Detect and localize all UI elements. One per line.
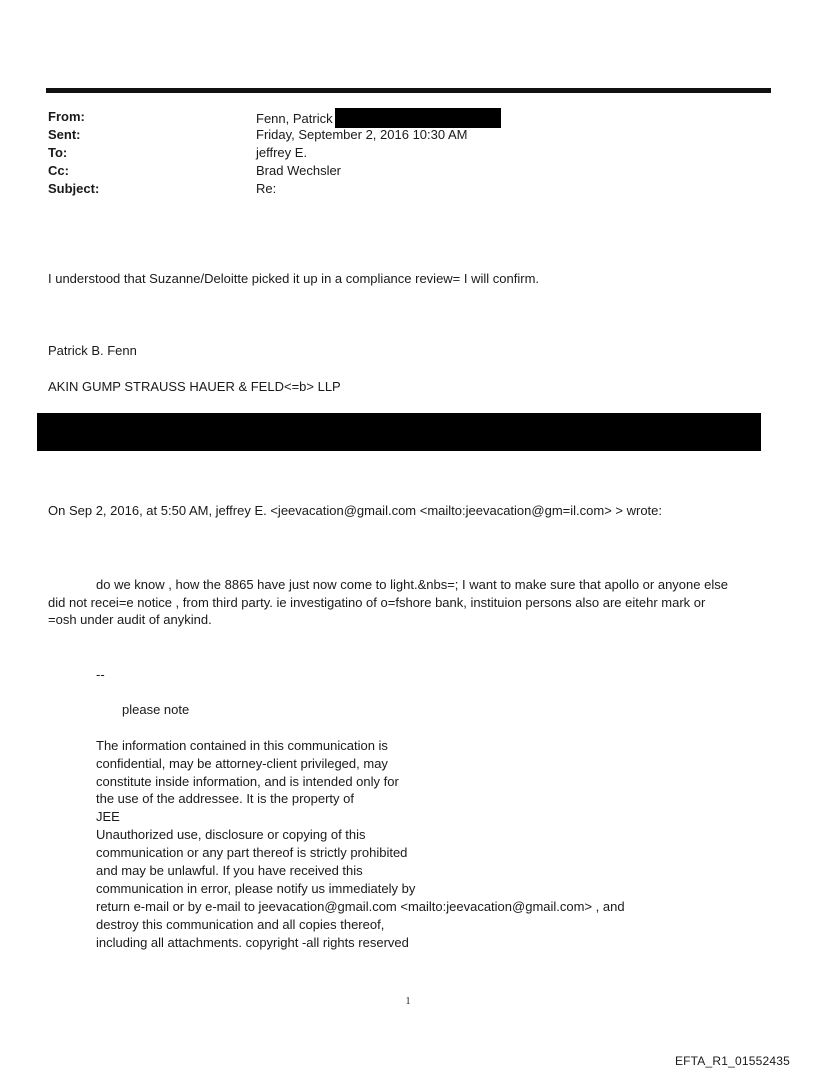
quoted-line: did not recei=e notice , from third party. ie investigatino of o=fshore bank, instituion persons also are eitehr mark or [48,595,706,610]
sent-row [48,126,748,144]
please-note: please note [122,702,190,717]
subject-label: Subject: [48,181,100,196]
from-name: Fenn, Patrick [256,111,333,126]
disclaimer-line: communication or any part thereof is strictly prohibited [96,845,408,860]
disclaimer-line: JEE [96,809,120,824]
disclaimer-line: The information contained in this communication is [96,738,388,753]
page-number: 1 [405,996,411,1007]
disclaimer-line: Unauthorized use, disclosure or copying of this [96,827,366,842]
from-row [48,108,748,126]
subject-row [48,180,748,198]
to-row [48,144,748,162]
to-value: jeffrey E. [256,145,308,160]
disclaimer-line: including all attachments. copyright -all rights reserved [96,935,409,950]
disclaimer-line: and may be unlawful. If you have received this [96,863,363,878]
cc-row [48,162,748,180]
disclaimer-line: return e-mail or by e-mail to jeevacation@gmail.com <mailto:jeevacation@gmail.com> , and [96,899,625,914]
signature-firm: AKIN GUMP STRAUSS HAUER & FELD<=b> LLP [48,379,341,394]
reply-text: I understood that Suzanne/Deloitte picked it up in a compliance review= I will confirm. [48,271,540,286]
subject-value: Re: [256,181,277,196]
disclaimer-line: communication in error, please notify us immediately by [96,881,416,896]
from-value [256,108,501,128]
signature-name: Patrick B. Fenn [48,343,137,358]
redacted-email-block [335,108,501,128]
disclaimer-line: destroy this communication and all copies thereof, [96,917,385,932]
cc-label: Cc: [48,163,69,178]
redacted-signature-block [37,413,761,451]
to-label: To: [48,145,68,160]
sent-label: Sent: [48,127,81,142]
sent-value: Friday, September 2, 2016 10:30 AM [256,127,468,142]
quoted-line: =osh under audit of anykind. [48,612,212,627]
quoted-line: do we know , how the 8865 have just now come to light.&nbs=; I want to make sure that apollo or anyone else [96,577,728,592]
disclaimer-line: confidential, may be attorney-client privileged, may [96,756,388,771]
from-label: From: [48,109,85,124]
quote-header: On Sep 2, 2016, at 5:50 AM, jeffrey E. <jeevacation@gmail.com <mailto:jeevacation@gm=il.com> > wrote: [48,503,662,518]
cc-value: Brad Wechsler [256,163,342,178]
header-top-rule [46,88,771,93]
disclaimer-line: the use of the addressee. It is the property of [96,791,354,806]
disclaimer-line: constitute inside information, and is intended only for [96,774,399,789]
document-id: EFTA_R1_01552435 [674,1054,790,1068]
signature-dashes: -- [96,667,105,682]
